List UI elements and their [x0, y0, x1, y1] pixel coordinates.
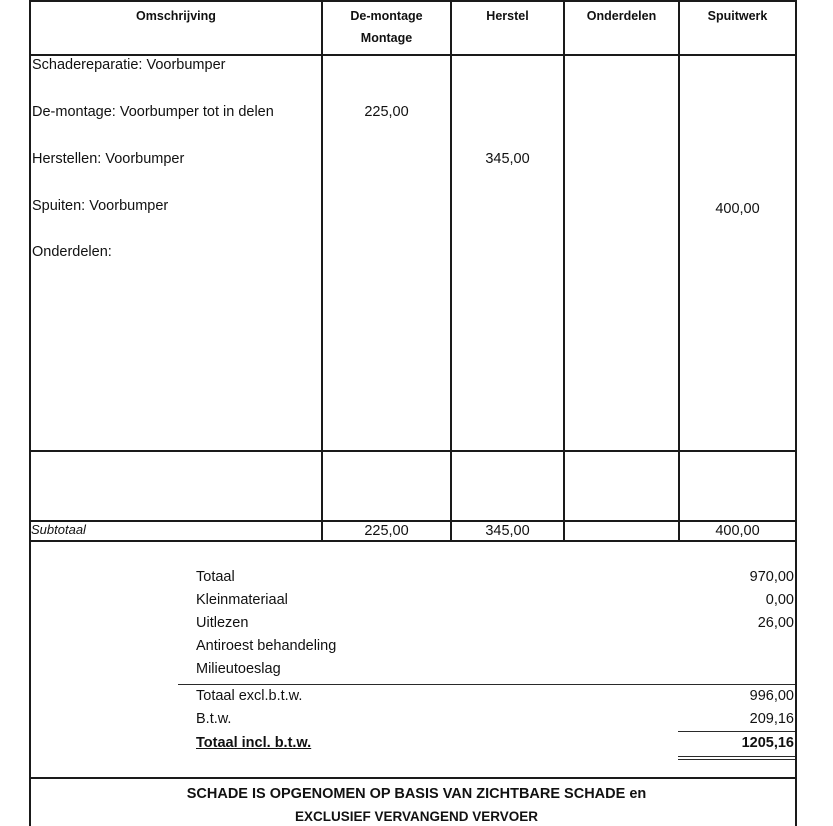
- header-spuitwerk: Spuitwerk: [707, 9, 768, 23]
- summary-antiroest-label: Antiroest behandeling: [196, 638, 337, 654]
- column-divider: [678, 0, 680, 541]
- subtotal-label: Subtotaal: [31, 522, 86, 537]
- summary-incl-btw-value: 1205,16: [741, 735, 794, 751]
- subtotal-spuitwerk: 400,00: [715, 523, 760, 539]
- summary-btw-label: B.t.w.: [196, 711, 232, 727]
- summary-uitlezen-label: Uitlezen: [196, 615, 249, 631]
- items-bottom-border: [29, 450, 797, 452]
- header-demontage: De-montage: [350, 9, 423, 23]
- table-right-border: [795, 0, 797, 826]
- table-left-border: [29, 0, 31, 826]
- header-onderdelen: Onderdelen: [586, 9, 657, 23]
- summary-kleinmateriaal-value: 0,00: [765, 592, 794, 608]
- table-top-border: [29, 0, 797, 2]
- subtotal-top-border: [29, 520, 797, 522]
- subtotal-herstel: 345,00: [485, 523, 530, 539]
- summary-excl-btw-label: Totaal excl.b.t.w.: [196, 688, 303, 704]
- column-divider: [563, 0, 565, 541]
- btw-underline: [678, 731, 795, 732]
- column-divider: [450, 0, 452, 541]
- summary-incl-btw-label: Totaal incl. b.t.w.: [196, 735, 312, 751]
- summary-uitlezen-value: 26,00: [757, 615, 794, 631]
- summary-totaal-value: 970,00: [749, 569, 794, 585]
- header-omschrijving: Omschrijving: [136, 9, 216, 23]
- row-onderdelen: Onderdelen:: [32, 244, 112, 260]
- summary-separator-line: [178, 684, 795, 685]
- row-herstellen: Herstellen: Voorbumper: [32, 151, 185, 167]
- footer-top-border: [29, 777, 797, 779]
- header-montage: Montage: [360, 31, 413, 45]
- summary-excl-btw-value: 996,00: [749, 688, 794, 704]
- subtotal-bottom-border: [29, 540, 797, 542]
- total-double-underline-2: [678, 759, 795, 760]
- subtotal-demontage: 225,00: [364, 523, 409, 539]
- row-demontage: De-montage: Voorbumper tot in delen: [32, 104, 274, 120]
- row-spuiten: Spuiten: Voorbumper: [32, 198, 169, 214]
- header-bottom-border: [29, 54, 797, 56]
- summary-totaal-label: Totaal: [196, 569, 235, 585]
- column-divider: [321, 0, 323, 541]
- row-herstellen-value: 345,00: [485, 151, 530, 167]
- summary-milieutoeslag-label: Milieutoeslag: [196, 661, 281, 677]
- header-herstel: Herstel: [486, 9, 529, 23]
- total-double-underline-1: [678, 756, 795, 757]
- footer-line-1: SCHADE IS OPGENOMEN OP BASIS VAN ZICHTBARE SCHADE en: [186, 786, 647, 802]
- row-demontage-value: 225,00: [364, 104, 409, 120]
- row-schadereparatie: Schadereparatie: Voorbumper: [32, 57, 226, 73]
- summary-btw-value: 209,16: [749, 711, 794, 727]
- row-spuiten-value: 400,00: [715, 201, 760, 217]
- summary-kleinmateriaal-label: Kleinmateriaal: [196, 592, 288, 608]
- footer-line-2: EXCLUSIEF VERVANGEND VERVOER: [294, 809, 539, 824]
